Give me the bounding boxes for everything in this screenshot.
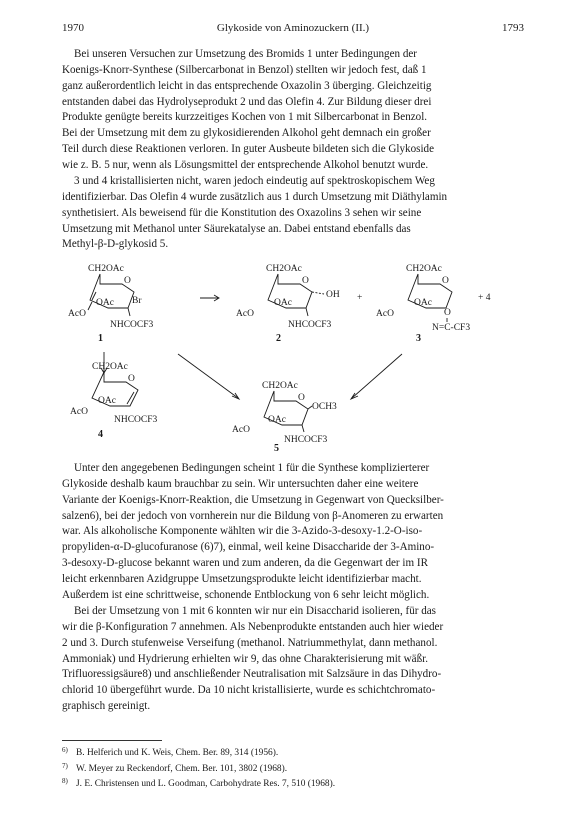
svg-text:N=C-CF3: N=C-CF3 (432, 323, 471, 333)
compound-4-structure (70, 362, 158, 440)
compound-3-structure (376, 264, 470, 344)
text-line: Teil durch diese Reaktionen verloren. In guter Ausbeute bildeten sich die Glykoside (62, 143, 434, 156)
svg-text:OAc: OAc (98, 396, 116, 406)
header-title: Glykoside von Aminozuckern (II.) (216, 22, 370, 34)
text-line: synthetisiert. Als beweisend für die Konstitution des Oxazolins 3 sehen wir seine (62, 206, 422, 219)
text-line: salzen6), bei der jedoch von vornherein nur die Bildung von β-Anomeren zu erwarten (62, 509, 444, 522)
text-line: propyliden-α-D-glucofuranose (6)7), einmal, weil keine Disaccharide der 3-Amino- (62, 541, 435, 554)
svg-text:CH2OAc: CH2OAc (266, 264, 302, 274)
text-line: 3-desoxy-D-glucose bekannt waren und zum anderen, da die Gegenwart der im IR (62, 557, 428, 570)
text-line: 2 und 3. Durch stufenweise Verseifung (methanol. Natriummethylat, dann methanol. (62, 636, 438, 649)
plus-sign: + (357, 293, 363, 303)
text-line: chlorid 10 übergeführt wurde. Da 10 nicht kristallisierte, wurde es schichtchromato- (62, 684, 436, 697)
compound-1-structure (68, 264, 154, 344)
svg-text:CH2OAc: CH2OAc (92, 362, 128, 372)
text-line: Koenigs-Knorr-Synthese (Silbercarbonat in Benzol) stellten wir jedoch fest, daß 1 (62, 63, 427, 76)
reaction-arrow-diagonal (352, 354, 402, 398)
svg-text:O: O (444, 308, 451, 318)
footnote-item: 8) J. E. Christensen und L. Goodman, Carbohydrate Res. 7, 510 (1968). (62, 777, 336, 790)
text-line: entstanden dabei das Hydrolyseprodukt 2 und das Olefin 4. Zur Bildung dieser drei (62, 95, 432, 108)
footnotes (62, 744, 524, 791)
paragraph-2 (62, 174, 524, 253)
text-line: Bei der Umsetzung von 1 mit 6 konnten wir nur ein Disaccharid isolieren, für das (74, 605, 436, 617)
text-line: graphisch gereinigt. (62, 700, 151, 713)
reaction-arrow-diagonal (178, 354, 238, 398)
text-line: ganz außerordentlich leicht in das entsprechende Oxazolin 3 überging. Gleichzeitig (62, 79, 432, 92)
svg-text:OCH3: OCH3 (312, 402, 337, 412)
text-line: Bei unseren Versuchen zur Umsetzung des Bromids 1 unter Bedingungen der (74, 48, 418, 60)
text-line: Ammoniak) und Hydrierung erhielten wir 9, das ohne Charakterisierung mit wäßr. (62, 652, 429, 665)
svg-text:OAc: OAc (268, 415, 286, 425)
text-line: Umsetzung mit Methanol unter Säurekatalyse an. Dabei entstand ebenfalls das (62, 222, 411, 235)
svg-text:CH2OAc: CH2OAc (88, 264, 124, 274)
compound-label-1: 1 (98, 333, 103, 344)
svg-text:CH2OAc: CH2OAc (406, 264, 442, 274)
header-year: 1970 (62, 22, 84, 34)
reaction-scheme (62, 262, 524, 452)
compound-2-structure (236, 264, 340, 344)
running-header (62, 22, 524, 36)
text-line: Außerdem ist eine schrittweise, schonende Entblockung von 6 sehr leicht möglich. (62, 588, 430, 601)
svg-text:NHCOCF3: NHCOCF3 (114, 415, 158, 425)
text-line: Produkte genügte bereits kurzzeitiges Kochen von 1 mit Silbercarbonat in Benzol. (62, 111, 428, 124)
svg-text:O: O (124, 276, 131, 286)
svg-text:NHCOCF3: NHCOCF3 (288, 320, 332, 330)
svg-text:AcO: AcO (68, 309, 86, 319)
svg-text:AcO: AcO (236, 309, 254, 319)
svg-text:OH: OH (326, 290, 340, 300)
text-line: Glykoside deshalb kaum brauchbar zu sein. Wir untersuchten daher eine weitere (62, 477, 419, 490)
text-line: war. Als alkoholische Komponente wählten wir die 3-Azido-3-desoxy-1.2-O-iso- (62, 525, 423, 538)
svg-text:OAc: OAc (274, 298, 292, 308)
paragraph-1 (62, 47, 524, 174)
footnote-divider (62, 740, 162, 741)
svg-text:Br: Br (132, 296, 142, 306)
header-page-number: 1793 (502, 22, 524, 34)
text-line: wir die β-Konfiguration 7 annehmen. Als Nebenprodukte entstanden auch hier wieder (62, 620, 444, 633)
footnote-item: 7) W. Meyer zu Reckendorf, Chem. Ber. 101, 3802 (1968). (62, 761, 288, 774)
svg-text:O: O (302, 276, 309, 286)
compound-label-5: 5 (274, 443, 279, 452)
text-line: Unter den angegebenen Bedingungen scheint 1 für die Synthese komplizierterer (74, 462, 430, 474)
text-line: leicht erkennbaren Azidgruppe Umsetzungsprodukte leicht identifizierbar macht. (62, 572, 422, 585)
text-line: wie z. B. 5 nur, wenn als Lösungsmittel der entsprechende Alkohol benutzt wurde. (62, 158, 429, 171)
text-line: identifizierbar. Das Olefin 4 wurde zusätzlich aus 1 durch Umsetzung mit Diäthylamin (62, 190, 448, 203)
svg-text:O: O (298, 393, 305, 403)
paragraph-3 (62, 461, 524, 604)
plus-4-label: + 4 (478, 293, 491, 303)
text-line: 3 und 4 kristallisierten nicht, waren jedoch eindeutig auf spektroskopischem Weg (74, 175, 435, 187)
svg-text:O: O (128, 374, 135, 384)
compound-label-2: 2 (276, 333, 281, 344)
svg-text:NHCOCF3: NHCOCF3 (284, 435, 328, 445)
svg-text:AcO: AcO (232, 425, 250, 435)
svg-text:AcO: AcO (70, 407, 88, 417)
svg-text:OAc: OAc (96, 298, 114, 308)
svg-text:O: O (442, 276, 449, 286)
paragraph-4 (62, 604, 524, 715)
compound-5-structure (232, 381, 337, 452)
svg-text:OAc: OAc (414, 298, 432, 308)
footnote-item: 6) B. Helferich und K. Weis, Chem. Ber. 89, 314 (1956). (62, 746, 279, 758)
compound-label-4: 4 (98, 429, 103, 440)
svg-text:AcO: AcO (376, 309, 394, 319)
svg-text:CH2OAc: CH2OAc (262, 381, 298, 391)
text-line: Bei der Umsetzung mit dem zu glykosidierenden Alkohol geht demnach ein großer (62, 127, 431, 140)
svg-text:NHCOCF3: NHCOCF3 (110, 320, 154, 330)
text-line: Methyl-β-D-glykosid 5. (62, 238, 169, 251)
text-line: Variante der Koenigs-Knorr-Reaktion, die Umsetzung in Gegenwart von Quecksilber- (62, 493, 444, 506)
compound-label-3: 3 (416, 333, 421, 344)
text-line: Trifluoressigsäure8) und anschließender Neutralisation mit Salzsäure in das Dihydro- (62, 668, 442, 681)
